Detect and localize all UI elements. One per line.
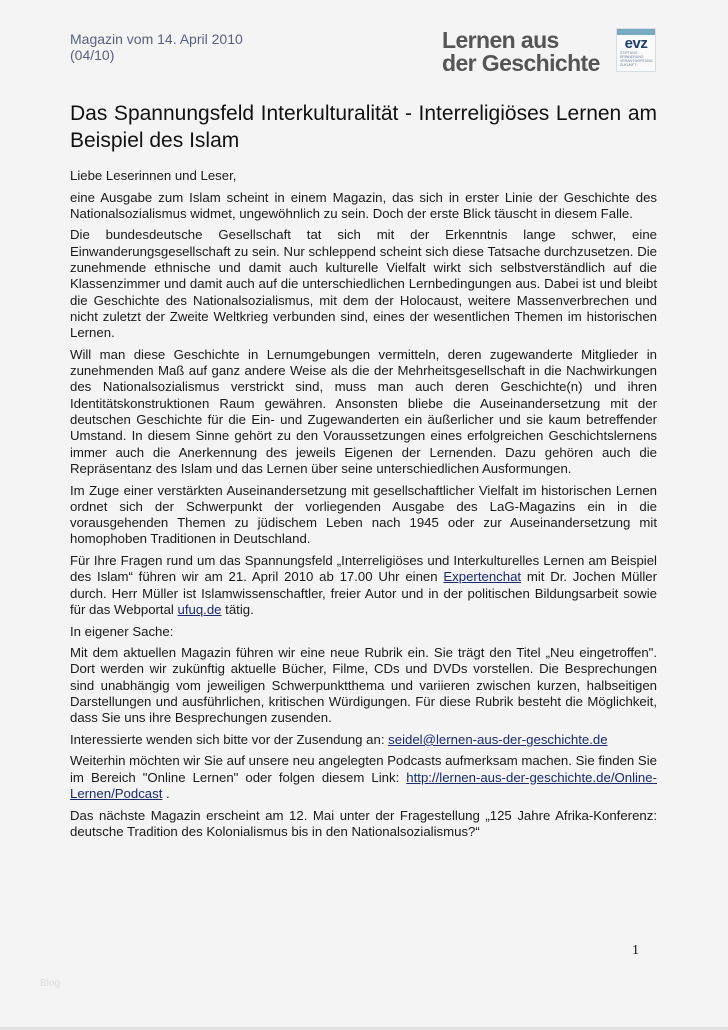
paragraph-8 bbox=[70, 732, 657, 748]
evz-logo bbox=[616, 28, 656, 72]
expertenchat-link[interactable]: Expertenchat bbox=[443, 569, 522, 585]
paragraph-9-text-b: . bbox=[162, 786, 170, 802]
issue-info bbox=[70, 31, 243, 63]
paragraph-4: Im Zuge einer verstärkten Auseinandersetzung mit gesellschaftlicher Vielfalt im historischen Lernen ordnet sich der Schwerpunkt der vorliegenden Ausgabe des LaG-Magazins ein in die vorausgehenden Themen zu jüdischem Leben nach 1945 oder zur Auseinandersetzung mit homophoben Traditionen in Deutschland. bbox=[70, 482, 657, 547]
brand-line-2: der Geschichte bbox=[442, 50, 600, 76]
paragraph-7: Mit dem aktuellen Magazin führen wir eine neue Rubrik ein. Sie trägt den Titel „Neu eingetroffen". Dort werden wir zukünftig aktuelle Bücher, Filme, CDs und DVDs vorstellen. Die Besprechungen sind unabhängig vom jeweiligen Schwerpunktthema und variieren zwischen kurzen, halbseitigen Darstellungen und ausführlichen, kritischen Würdigungen. Für diese Rubrik besteht die Möglichkeit, dass Sie uns ihre Besprechungen zusenden. bbox=[70, 645, 657, 726]
issue-date: Magazin vom 14. April 2010 bbox=[70, 31, 243, 47]
paragraph-5-text-a: Für Ihre Fragen rund um das Spannungsfeld „Interreligiöses und Interkulturelles Lernen am Beispiel des Islam“ führen wir am 21. April 2010 ab 17.00 Uhr einen bbox=[70, 553, 657, 585]
paragraph-5-text-b: mit Dr. Jochen Müller durch. Herr Müller ist Islamwissenschaftler, freier Autor und in der politischen Bildungsarbeit sowie für das Webportal bbox=[70, 569, 657, 617]
article-body bbox=[70, 168, 657, 846]
paragraph-10: Das nächste Magazin erscheint am 12. Mai unter der Fragestellung „125 Jahre Afrika-Konferenz: deutsche Tradition des Kolonialismus bis in den Nationalsozialismus?“ bbox=[70, 807, 657, 839]
paragraph-5-text-c: tätig. bbox=[221, 601, 254, 617]
podcast-link[interactable]: http://lernen-aus-der-geschichte.de/Online-Lernen/Podcast bbox=[70, 769, 657, 802]
brand-line-1: Lernen aus bbox=[442, 27, 559, 53]
brand-logo-text bbox=[442, 29, 600, 75]
evz-logo-name: evz bbox=[624, 35, 648, 52]
paragraph-5 bbox=[70, 553, 657, 618]
watermark: Blog bbox=[40, 978, 61, 989]
page-title: Das Spannungsfeld Interkulturalität - Interreligiöses Lernen am Beispiel des Islam bbox=[70, 102, 657, 152]
evz-logo-subtitle: STIFTUNG ERINNERUNG VERANTWORTUNG ZUKUNFT bbox=[620, 51, 653, 67]
paragraph-8-text: Interessierte wenden sich bitte vor der Zusendung an: bbox=[70, 731, 389, 747]
paragraph-1: eine Ausgabe zum Islam scheint in einem Magazin, das sich in erster Linie der Geschichte des Nationalsozialismus widmet, ungewöhnlich zu sein. Doch der erste Blick täuscht in diesem Falle. bbox=[70, 189, 657, 221]
paragraph-3: Will man diese Geschichte in Lernumgebungen vermitteln, deren zugewanderte Mitglieder in zunehmenden Maß auf ganz andere Weise als die der Mehrheitsgesellschaft in die Nachwirkungen des Nationalsozialismus verstrickt sind, muss man auch deren Geschichte(n) und ihren Identitätskonstruktionen Raum gewähren. Ansonsten bliebe die Auseinandersetzung mit der deutschen Geschichte für die Ein- und Zugewanderten ein äußerlicher und sie kaum betreffender Umstand. In diesem Sinne gehört zu den Voraussetzungen eines erfolgreichen Geschichtslernens immer auch die Anerkennung des jeweils Eigenen der Lernenden. Dazu gehören auch die Repräsentanz des Islam und das Lernen über seine unterschiedlichen Ausformungen. bbox=[70, 346, 657, 476]
paragraph-9-text-a: Weiterhin möchten wir Sie auf unsere neu angelegten Podcasts aufmerksam machen. Sie finden Sie im Bereich "Online Lernen" oder folgen diesem Link: bbox=[70, 753, 657, 785]
greeting: Liebe Leserinnen und Leser, bbox=[70, 168, 237, 183]
paragraph-2: Die bundesdeutsche Gesellschaft tat sich mit der Erkenntnis lange schwer, eine Einwanderungsgesellschaft zu sein. Nur schleppend scheint sich diese Tatsache durchzusetzen. Die zunehmende ethnische und damit auch kulturelle Vielfalt wirkt sich selbstverständlich auf die Klassenzimmer und damit auch auf die unterschiedlichen Lernbedingungen aus. Dabei ist und bleibt die Geschichte des Nationalsozialismus, mit dem der Holocaust, weitere Massenverbrechen und nicht zuletzt der Zweite Weltkrieg verbunden sind, eines der wesentlichen Themen im historischen Lernen. bbox=[70, 227, 657, 341]
paragraph-9 bbox=[70, 753, 657, 802]
ufuq-link[interactable]: ufuq.de bbox=[177, 601, 222, 617]
page-number: 1 bbox=[632, 943, 639, 958]
paragraph-6: In eigener Sache: bbox=[70, 623, 174, 639]
issue-number: (04/10) bbox=[70, 47, 115, 63]
email-link[interactable]: seidel@lernen-aus-der-geschichte.de bbox=[388, 731, 608, 747]
